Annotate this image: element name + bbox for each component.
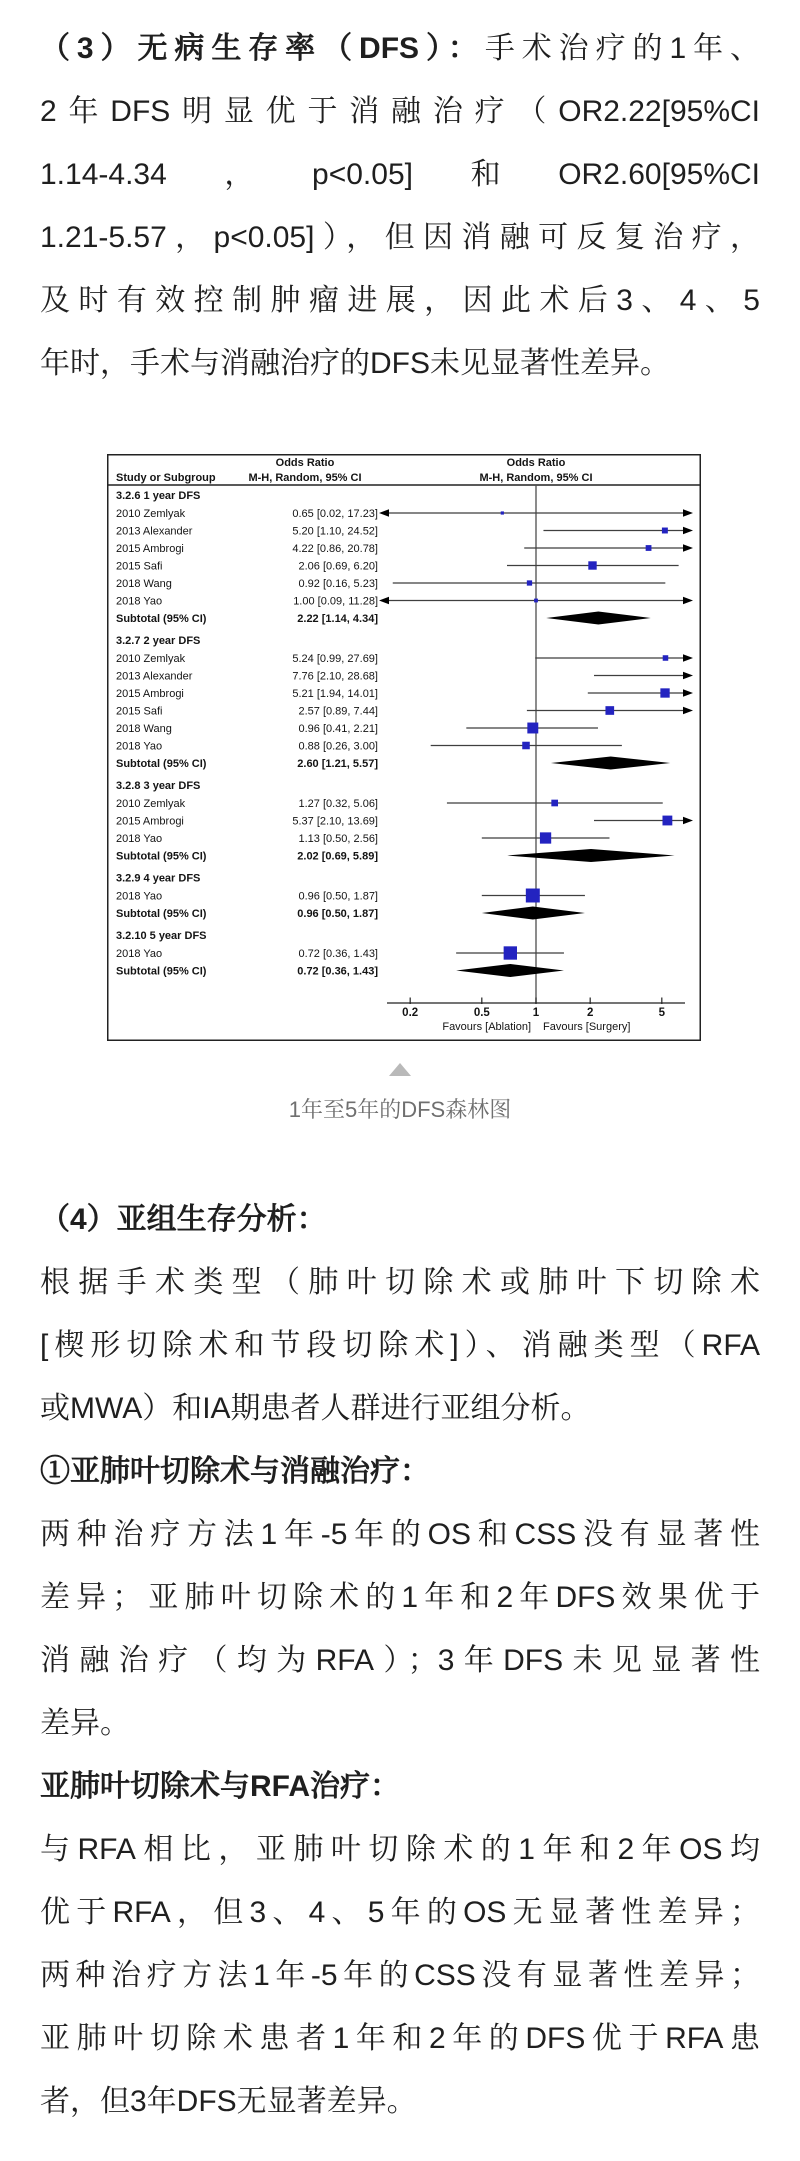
- paragraph-line: 2年DFS明显优于消融治疗（OR2.22[95%CI: [40, 95, 760, 128]
- svg-text:Odds Ratio: Odds Ratio: [275, 457, 335, 469]
- svg-text:Study or Subgroup: Study or Subgroup: [116, 472, 216, 484]
- svg-text:2018 Wang: 2018 Wang: [116, 723, 172, 735]
- svg-text:0.72 [0.36, 1.43]: 0.72 [0.36, 1.43]: [297, 965, 378, 978]
- svg-text:2: 2: [586, 1007, 594, 1019]
- svg-text:M-H, Random, 95% CI: M-H, Random, 95% CI: [479, 472, 593, 484]
- paragraph-line: 优于RFA，但3、4、5年的OS无显著性差异；: [40, 1896, 760, 1929]
- svg-text:2.06 [0.69, 6.20]: 2.06 [0.69, 6.20]: [298, 560, 378, 573]
- subsection-heading-sublobar-ablation: ①亚肺叶切除术与消融治疗：: [40, 1455, 430, 1488]
- svg-text:0.88 [0.26, 3.00]: 0.88 [0.26, 3.00]: [298, 740, 378, 753]
- svg-text:3.2.7 2 year DFS: 3.2.7 2 year DFS: [116, 635, 201, 647]
- svg-text:2010 Zemlyak: 2010 Zemlyak: [116, 798, 186, 810]
- paragraph-line: 与RFA相比，亚肺叶切除术的1年和2年OS均: [40, 1833, 760, 1866]
- svg-text:2010 Zemlyak: 2010 Zemlyak: [116, 653, 186, 665]
- paragraph-line: 1.14-4.34，p<0.05]和OR2.60[95%CI: [40, 158, 760, 191]
- svg-text:5: 5: [658, 1007, 666, 1019]
- paragraph-line: 两种治疗方法1年-5年的OS和CSS没有显著性: [40, 1518, 760, 1551]
- svg-text:0.72 [0.36, 1.43]: 0.72 [0.36, 1.43]: [298, 948, 378, 960]
- svg-text:0.96 [0.50, 1.87]: 0.96 [0.50, 1.87]: [298, 890, 378, 903]
- svg-text:2015 Safi: 2015 Safi: [116, 560, 163, 573]
- svg-text:Subtotal (95% CI): Subtotal (95% CI): [116, 613, 207, 625]
- paragraph-line: 及时有效控制肿瘤进展，因此术后3、4、5: [40, 284, 760, 317]
- svg-text:Subtotal (95% CI): Subtotal (95% CI): [116, 758, 207, 770]
- svg-text:5.24 [0.99, 27.69]: 5.24 [0.99, 27.69]: [292, 653, 378, 665]
- paragraph-line: [楔形切除术和节段切除术]）、消融类型（RFA: [40, 1329, 760, 1362]
- paragraph-line: 差异；亚肺叶切除术的1年和2年DFS效果优于: [40, 1581, 760, 1614]
- paragraph-text: 手术治疗的1年、: [484, 32, 761, 65]
- paragraph-line: [40, 17, 760, 80]
- svg-text:2015 Safi: 2015 Safi: [116, 705, 163, 718]
- svg-text:2.22 [1.14, 4.34]: 2.22 [1.14, 4.34]: [297, 613, 378, 625]
- paragraph-line: 年时，手术与消融治疗的DFS未见显著性差异。: [40, 347, 670, 380]
- svg-text:2013 Alexander: 2013 Alexander: [116, 670, 193, 683]
- svg-text:2018 Yao: 2018 Yao: [116, 595, 163, 608]
- svg-text:Subtotal (95% CI): Subtotal (95% CI): [116, 908, 207, 920]
- svg-text:2018 Yao: 2018 Yao: [116, 833, 163, 845]
- paragraph-line: 1.21-5.57，p<0.05]），但因消融可反复治疗，: [40, 221, 760, 254]
- paragraph-line: 两种治疗方法1年-5年的CSS没有显著性差异；: [40, 1959, 760, 1992]
- svg-text:7.76 [2.10, 28.68]: 7.76 [2.10, 28.68]: [292, 670, 378, 683]
- svg-text:3.2.9 4 year DFS: 3.2.9 4 year DFS: [116, 872, 201, 885]
- svg-text:3.2.10 5 year DFS: 3.2.10 5 year DFS: [116, 930, 207, 942]
- svg-text:2015 Ambrogi: 2015 Ambrogi: [116, 688, 184, 700]
- section-heading-subgroup: （4）亚组生存分析：: [40, 1203, 327, 1236]
- svg-text:5.20 [1.10, 24.52]: 5.20 [1.10, 24.52]: [292, 525, 378, 538]
- svg-text:1.27 [0.32, 5.06]: 1.27 [0.32, 5.06]: [298, 798, 378, 810]
- svg-text:5.21 [1.94, 14.01]: 5.21 [1.94, 14.01]: [292, 688, 378, 700]
- paragraph-line: 消融治疗（均为RFA）；3年DFS未见显著性: [40, 1644, 760, 1677]
- figure-caption: 1年至5年的DFS森林图: [288, 1097, 512, 1122]
- svg-text:2018 Yao: 2018 Yao: [116, 890, 163, 903]
- svg-text:Subtotal (95% CI): Subtotal (95% CI): [116, 850, 207, 863]
- svg-text:2.57 [0.89, 7.44]: 2.57 [0.89, 7.44]: [298, 705, 378, 718]
- svg-text:M-H, Random, 95% CI: M-H, Random, 95% CI: [248, 472, 362, 484]
- svg-text:Favours [Surgery]: Favours [Surgery]: [543, 1021, 631, 1033]
- svg-text:2013 Alexander: 2013 Alexander: [116, 525, 193, 538]
- collapse-triangle-icon: [389, 1063, 411, 1076]
- svg-text:2.60 [1.21, 5.57]: 2.60 [1.21, 5.57]: [297, 758, 378, 770]
- svg-text:Odds Ratio: Odds Ratio: [506, 457, 566, 469]
- svg-text:1: 1: [532, 1007, 540, 1019]
- svg-text:1.13 [0.50, 2.56]: 1.13 [0.50, 2.56]: [298, 833, 378, 845]
- subsection-heading-sublobar-rfa: 亚肺叶切除术与RFA治疗：: [40, 1770, 400, 1803]
- svg-text:2010 Zemlyak: 2010 Zemlyak: [116, 508, 186, 520]
- svg-text:0.96 [0.41, 2.21]: 0.96 [0.41, 2.21]: [298, 723, 378, 735]
- paragraph-line: 亚肺叶切除术患者1年和2年的DFS优于RFA患: [40, 2022, 760, 2055]
- paragraph-line: 或MWA）和IA期患者人群进行亚组分析。: [40, 1392, 591, 1425]
- svg-text:1.00 [0.09, 11.28]: 1.00 [0.09, 11.28]: [293, 595, 378, 608]
- svg-text:5.37 [2.10, 13.69]: 5.37 [2.10, 13.69]: [292, 815, 378, 828]
- paragraph-line: 根据手术类型（肺叶切除术或肺叶下切除术: [40, 1266, 760, 1299]
- svg-text:2.02 [0.69, 5.89]: 2.02 [0.69, 5.89]: [297, 850, 378, 863]
- svg-text:Favours [Ablation]: Favours [Ablation]: [442, 1021, 531, 1033]
- svg-text:2015 Ambrogi: 2015 Ambrogi: [116, 543, 184, 555]
- svg-text:2018 Yao: 2018 Yao: [116, 948, 163, 960]
- svg-text:3.2.8 3 year DFS: 3.2.8 3 year DFS: [116, 780, 201, 792]
- svg-text:0.96 [0.50, 1.87]: 0.96 [0.50, 1.87]: [297, 908, 378, 920]
- svg-text:Subtotal (95% CI): Subtotal (95% CI): [116, 965, 207, 978]
- forest-plot-figure: [107, 454, 701, 1042]
- svg-text:3.2.6 1 year DFS: 3.2.6 1 year DFS: [116, 490, 201, 502]
- paragraph-line: 差异。: [40, 1707, 130, 1740]
- svg-text:0.2: 0.2: [402, 1007, 419, 1019]
- svg-text:2015 Ambrogi: 2015 Ambrogi: [116, 815, 184, 828]
- svg-text:0.92 [0.16, 5.23]: 0.92 [0.16, 5.23]: [298, 578, 378, 590]
- svg-text:0.5: 0.5: [473, 1007, 490, 1019]
- svg-text:2018 Yao: 2018 Yao: [116, 740, 163, 753]
- dfs-heading-lead: （3）无病生存率（DFS）：: [40, 32, 485, 65]
- svg-text:2018 Wang: 2018 Wang: [116, 578, 172, 590]
- paragraph-line: 者，但3年DFS无显著差异。: [40, 2085, 417, 2118]
- forest-plot-svg: [107, 454, 701, 1042]
- svg-text:0.65 [0.02, 17.23]: 0.65 [0.02, 17.23]: [292, 508, 378, 520]
- svg-text:4.22 [0.86, 20.78]: 4.22 [0.86, 20.78]: [292, 543, 378, 555]
